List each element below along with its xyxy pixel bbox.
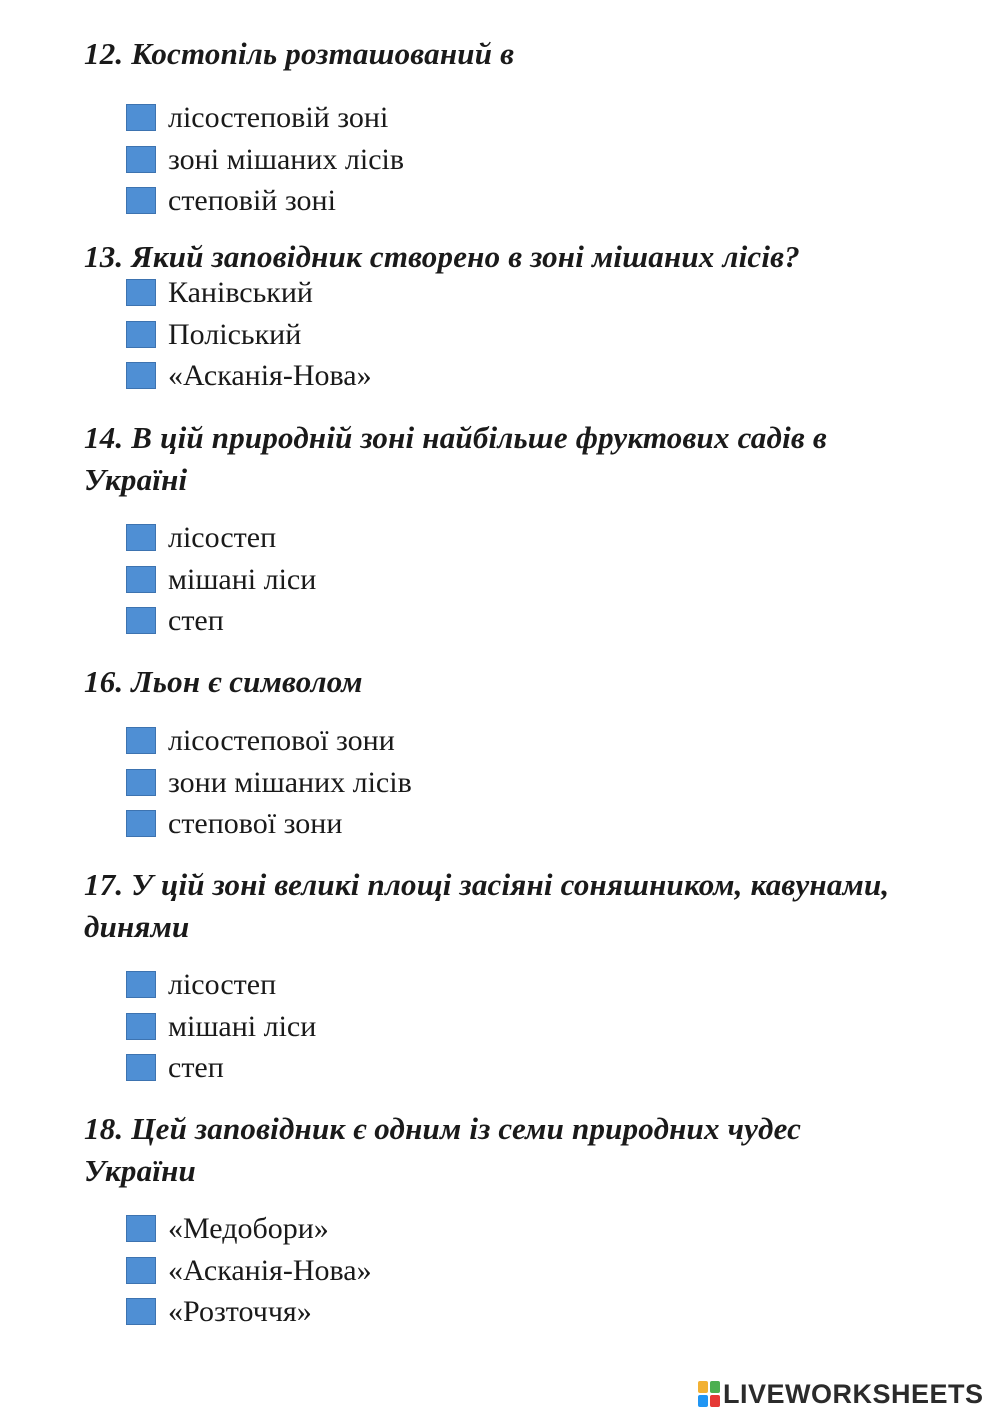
option-item[interactable] xyxy=(126,803,1000,845)
answer-checkbox[interactable] xyxy=(126,727,156,754)
question-14 xyxy=(84,417,964,642)
option-label: мішані ліси xyxy=(168,562,317,596)
answer-checkbox[interactable] xyxy=(126,279,156,306)
answer-checkbox[interactable] xyxy=(126,524,156,551)
liveworksheets-watermark xyxy=(698,1377,984,1411)
option-item[interactable] xyxy=(126,272,1000,314)
answer-checkbox[interactable] xyxy=(126,1215,156,1242)
question-17 xyxy=(84,864,964,1089)
question-title xyxy=(84,864,964,948)
option-item[interactable] xyxy=(126,964,1000,1006)
option-label: «Медобори» xyxy=(168,1212,329,1246)
question-title-line: 18. Цей заповідник є одним із семи природних чудес xyxy=(84,1111,802,1146)
option-list xyxy=(126,964,1000,1089)
option-item[interactable] xyxy=(126,139,1000,181)
option-item[interactable] xyxy=(126,1291,1000,1333)
option-item[interactable] xyxy=(126,180,1000,222)
logo-square-yellow xyxy=(698,1381,708,1393)
option-item[interactable] xyxy=(126,559,1000,601)
answer-checkbox[interactable] xyxy=(126,321,156,348)
option-list xyxy=(126,517,1000,642)
option-label: лісостеповій зоні xyxy=(168,101,389,135)
answer-checkbox[interactable] xyxy=(126,810,156,837)
answer-checkbox[interactable] xyxy=(126,146,156,173)
option-item[interactable] xyxy=(126,600,1000,642)
option-item[interactable] xyxy=(126,762,1000,804)
question-title-line: динями xyxy=(84,909,190,944)
question-title-line: Україні xyxy=(84,462,188,497)
option-list xyxy=(126,272,1000,397)
option-label: лісостеп xyxy=(168,521,277,555)
answer-checkbox[interactable] xyxy=(126,607,156,634)
question-title-line: України xyxy=(84,1153,196,1188)
option-label: «Асканія-Нова» xyxy=(168,359,372,393)
answer-checkbox[interactable] xyxy=(126,362,156,389)
question-title-line: 17. У цій зоні великі площі засіяні соняшником, кавунами, xyxy=(84,867,890,902)
option-item[interactable] xyxy=(126,314,1000,356)
question-title xyxy=(84,1108,964,1192)
answer-checkbox[interactable] xyxy=(126,1013,156,1040)
question-13 xyxy=(84,236,964,397)
option-list xyxy=(126,720,1000,845)
option-label: мішані ліси xyxy=(168,1009,317,1043)
option-item[interactable] xyxy=(126,1208,1000,1250)
option-label: «Асканія-Нова» xyxy=(168,1253,372,1287)
option-label: степової зони xyxy=(168,807,343,841)
answer-checkbox[interactable] xyxy=(126,769,156,796)
answer-checkbox[interactable] xyxy=(126,187,156,214)
logo-square-red xyxy=(710,1395,720,1407)
option-label: лісостеп xyxy=(168,968,277,1002)
option-label: зоні мішаних лісів xyxy=(168,142,405,176)
question-title: 12. Костопіль розташований в xyxy=(84,36,515,71)
answer-checkbox[interactable] xyxy=(126,971,156,998)
option-item[interactable] xyxy=(126,355,1000,397)
option-item[interactable] xyxy=(126,517,1000,559)
question-title-line: 14. В цій природній зоні найбільше фруктових садів в xyxy=(84,420,827,455)
logo-square-green xyxy=(710,1381,720,1393)
question-18 xyxy=(84,1108,964,1333)
liveworksheets-logo-icon xyxy=(698,1381,720,1407)
option-label: Поліський xyxy=(168,317,302,351)
option-label: зони мішаних лісів xyxy=(168,765,412,799)
option-label: «Розточчя» xyxy=(168,1295,312,1329)
logo-square-blue xyxy=(698,1395,708,1407)
watermark-text: LIVEWORKSHEETS xyxy=(723,1378,984,1409)
option-list xyxy=(126,97,1000,222)
question-12 xyxy=(84,33,964,222)
question-16 xyxy=(84,661,964,845)
option-item[interactable] xyxy=(126,1250,1000,1292)
answer-checkbox[interactable] xyxy=(126,1054,156,1081)
option-item[interactable] xyxy=(126,720,1000,762)
option-item[interactable] xyxy=(126,1047,1000,1089)
option-label: Канівський xyxy=(168,276,313,310)
option-item[interactable] xyxy=(126,1006,1000,1048)
option-label: лісостепової зони xyxy=(168,724,395,758)
answer-checkbox[interactable] xyxy=(126,1257,156,1284)
option-label: степовій зоні xyxy=(168,184,336,218)
question-title xyxy=(84,417,964,501)
question-title: 13. Який заповідник створено в зоні мішаних лісів? xyxy=(84,239,800,274)
question-title: 16. Льон є символом xyxy=(84,664,363,699)
answer-checkbox[interactable] xyxy=(126,104,156,131)
option-item[interactable] xyxy=(126,97,1000,139)
option-label: степ xyxy=(168,1051,224,1085)
option-list xyxy=(126,1208,1000,1333)
answer-checkbox[interactable] xyxy=(126,566,156,593)
option-label: степ xyxy=(168,604,224,638)
answer-checkbox[interactable] xyxy=(126,1298,156,1325)
